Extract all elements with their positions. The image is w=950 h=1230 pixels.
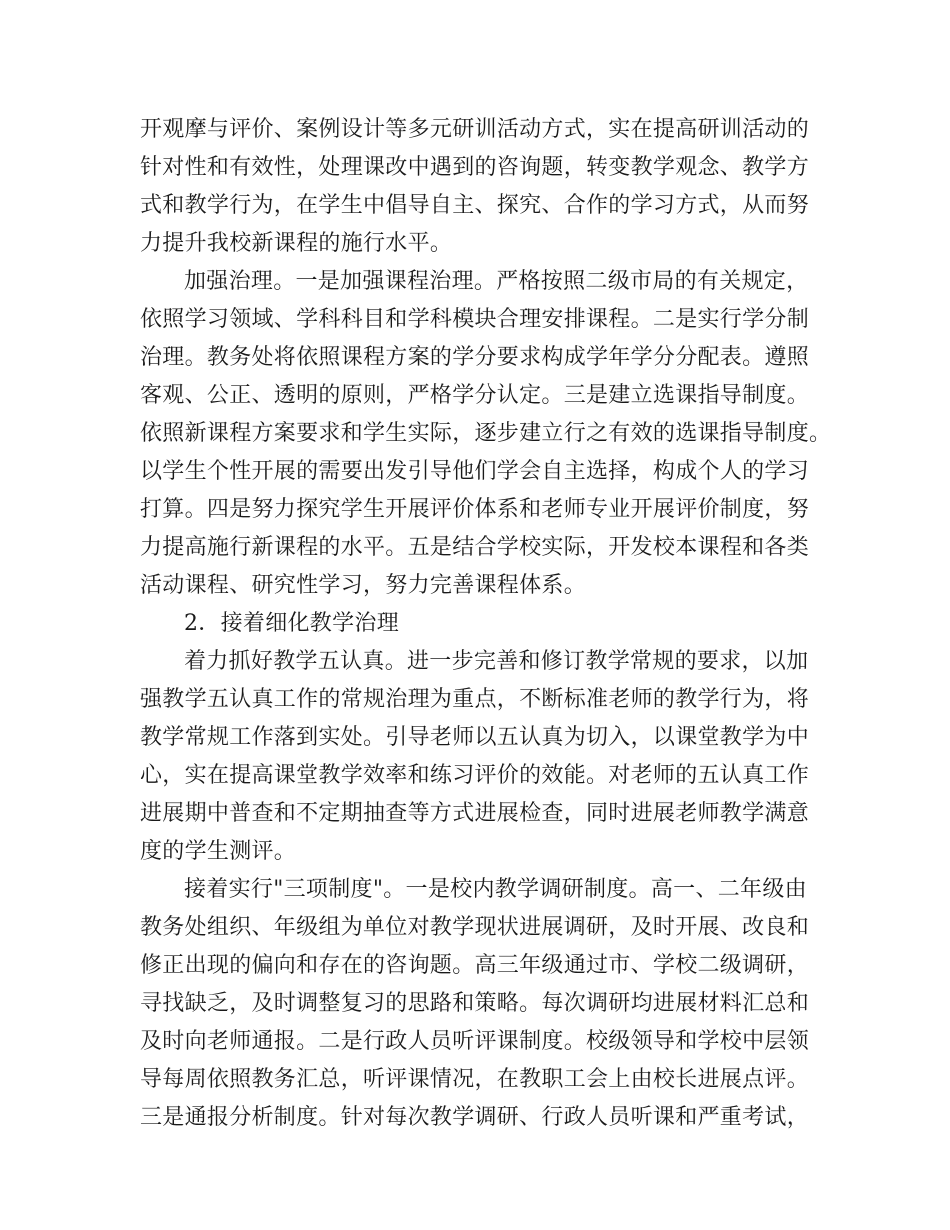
- paragraph-start-line: 着力抓好教学五认真。进一步完善和修订教学常规的要求，以加: [184, 649, 809, 674]
- text-line: 力提升我校新课程的施行水平。: [140, 231, 453, 256]
- text-line: 导每周依照教务汇总，听评课情况，在教职工会上由校长进展点评。: [140, 1067, 810, 1092]
- text-line: 针对性和有效性，处理课改中遇到的咨询题，转变教学观念、教学方: [140, 155, 810, 180]
- text-line: 力提高施行新课程的水平。五是结合学校实际，开发校本课程和各类: [140, 535, 810, 560]
- text-line: 以学生个性开展的需要出发引导他们学会自主选择，构成个人的学习: [140, 459, 810, 484]
- text-line: 寻找缺乏，及时调整复习的思路和策略。每次调研均进展材料汇总和: [140, 991, 810, 1016]
- text-line: 进展期中普查和不定期抽查等方式进展检查，同时进展老师教学满意: [140, 801, 810, 826]
- section-heading: 2．接着细化教学治理: [184, 611, 399, 636]
- text-line: 治理。教务处将依照课程方案的学分要求构成学年学分分配表。遵照: [140, 345, 810, 370]
- text-line: 度的学生测评。: [140, 839, 297, 864]
- paragraph-start-line: 接着实行"三项制度"。一是校内教学调研制度。高一、二年级由: [184, 877, 807, 902]
- text-line: 三是通报分析制度。针对每次教学调研、行政人员听课和严重考试，: [140, 1105, 810, 1130]
- paragraph-start-line: 加强治理。一是加强课程治理。严格按照二级市局的有关规定，: [184, 269, 809, 294]
- text-line: 修正出现的偏向和存在的咨询题。高三年级通过市、学校二级调研，: [140, 953, 810, 978]
- text-line: 教学常规工作落到实处。引导老师以五认真为切入，以课堂教学为中: [140, 725, 810, 750]
- text-line: 及时向老师通报。二是行政人员听评课制度。校级领导和学校中层领: [140, 1029, 810, 1054]
- text-line: 活动课程、研究性学习，努力完善课程体系。: [140, 573, 587, 598]
- text-line: 客观、公正、透明的原则，严格学分认定。三是建立选课指导制度。: [140, 383, 810, 408]
- text-line: 依照新课程方案要求和学生实际，逐步建立行之有效的选课指导制度。: [140, 421, 832, 446]
- text-line: 教务处组织、年级组为单位对教学现状进展调研，及时开展、改良和: [140, 915, 810, 940]
- body-text: [140, 111, 830, 1137]
- text-line: 心，实在提高课堂教学效率和练习评价的效能。对老师的五认真工作: [140, 763, 810, 788]
- text-line: 开观摩与评价、案例设计等多元研训活动方式，实在提高研训活动的: [140, 117, 810, 142]
- text-line: 式和教学行为，在学生中倡导自主、探究、合作的学习方式，从而努: [140, 193, 810, 218]
- text-line: 依照学习领域、学科科目和学科模块合理安排课程。二是实行学分制: [140, 307, 810, 332]
- text-line: 打算。四是努力探究学生开展评价体系和老师专业开展评价制度，努: [140, 497, 810, 522]
- text-line: 强教学五认真工作的常规治理为重点，不断标准老师的教学行为，将: [140, 687, 810, 712]
